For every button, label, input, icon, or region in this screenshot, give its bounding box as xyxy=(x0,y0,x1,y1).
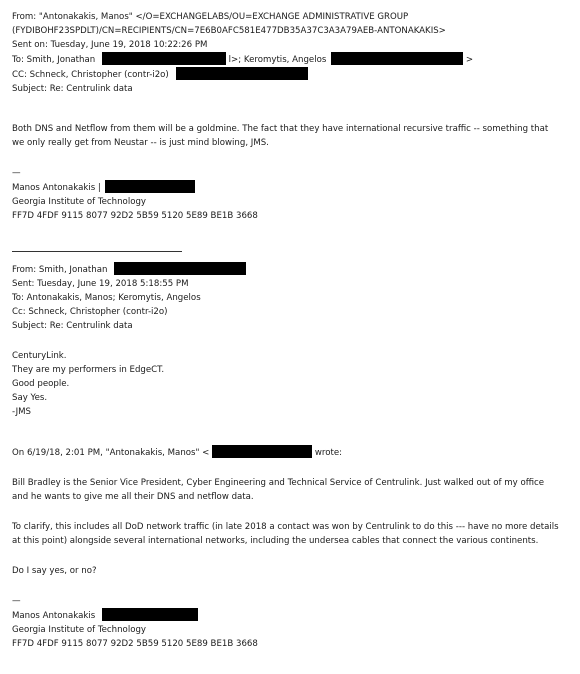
email3-intro-suffix: wrote: xyxy=(314,448,343,458)
email2-header xyxy=(12,262,572,333)
email2-body-line: Good people. xyxy=(12,379,70,389)
signature-org: Georgia Institute of Technology xyxy=(12,625,146,635)
email2-subject: Subject: Re: Centrulink data xyxy=(12,321,133,331)
email2-from-text: From: Smith, Jonathan xyxy=(12,265,108,275)
email2-body xyxy=(12,349,572,419)
email2-body-line: -JMS xyxy=(12,407,31,417)
signature-dash: — xyxy=(12,596,21,606)
email3-signature xyxy=(12,594,572,651)
redaction-block xyxy=(105,180,195,193)
email2-cc: Cc: Schneck, Christopher (contr-i2o) xyxy=(12,307,168,317)
signature-dash: — xyxy=(12,168,21,178)
signature-pgp-key: FF7D 4FDF 9115 8077 92D2 5B59 5120 5E89 BE1B 3668 xyxy=(12,639,258,649)
redaction-block xyxy=(212,445,312,458)
signature-pgp-key: FF7D 4FDF 9115 8077 92D2 5B59 5120 5E89 BE1B 3668 xyxy=(12,211,258,221)
email1-to-suffix: > xyxy=(465,55,474,65)
email1-cc-prefix: CC: Schneck, Christopher (contr-i2o) xyxy=(12,70,169,80)
email1-to-middle: l>; Keromytis, Angelos xyxy=(228,55,327,65)
email2-from xyxy=(12,262,572,277)
email3-paragraph-3: Do I say yes, or no? xyxy=(12,566,97,576)
redaction-block xyxy=(102,608,198,621)
email1-header xyxy=(12,10,572,96)
email1-signature xyxy=(12,166,572,223)
email3-paragraph-1: Bill Bradley is the Senior Vice President, Cyber Engineering and Technical Service of Centrulink. Just walked out of my office and he wants to give me all their DNS and netflow data. xyxy=(12,478,545,502)
email3-intro xyxy=(12,445,572,460)
redaction-block xyxy=(331,52,463,65)
email1-to-prefix: To: Smith, Jonathan xyxy=(12,55,96,65)
email2-body-line: They are my performers in EdgeCT. xyxy=(12,365,165,375)
email2-body-line: Say Yes. xyxy=(12,393,48,403)
redaction-block xyxy=(114,262,246,275)
email2-body-line: CenturyLink. xyxy=(12,351,67,361)
signature-org: Georgia Institute of Technology xyxy=(12,197,146,207)
email1-from-line1: From: "Antonakakis, Manos" </O=EXCHANGELABS/OU=EXCHANGE ADMINISTRATIVE GROUP xyxy=(12,12,409,22)
signature-name-text: Manos Antonakakis xyxy=(12,611,96,621)
email1-body: Both DNS and Netflow from them will be a goldmine. The fact that they have international recursive traffic -- something that we only really get from Neustar -- is just mind blowing, JMS. xyxy=(12,124,549,148)
email2-sent: Sent: Tuesday, June 19, 2018 5:18:55 PM xyxy=(12,279,189,289)
signature-name xyxy=(12,608,572,623)
email1-subject: Subject: Re: Centrulink data xyxy=(12,84,133,94)
redaction-block xyxy=(176,67,308,80)
message-separator xyxy=(12,251,182,252)
email3-intro-prefix: On 6/19/18, 2:01 PM, "Antonakakis, Manos" < xyxy=(12,448,210,458)
email-document xyxy=(12,10,572,651)
email2-to: To: Antonakakis, Manos; Keromytis, Angelos xyxy=(12,293,201,303)
email1-cc xyxy=(12,67,572,82)
redaction-block xyxy=(102,52,226,65)
email1-to xyxy=(12,52,572,67)
signature-name xyxy=(12,180,572,195)
email1-from-line2: (FYDIBOHF23SPDLT)/CN=RECIPIENTS/CN=7E6B0AFC581E477DB35A37C3A3A79AEB-ANTONAKAKIS> xyxy=(12,26,446,36)
signature-name-text: Manos Antonakakis | xyxy=(12,183,101,193)
email1-sent: Sent on: Tuesday, June 19, 2018 10:22:26 PM xyxy=(12,40,208,50)
email3-paragraph-2: To clarify, this includes all DoD network traffic (in late 2018 a contact was won by Centrulink to do this --- have no more details at this point) alongside several international networks, including the undersea cables that connect the various continents. xyxy=(12,522,559,546)
